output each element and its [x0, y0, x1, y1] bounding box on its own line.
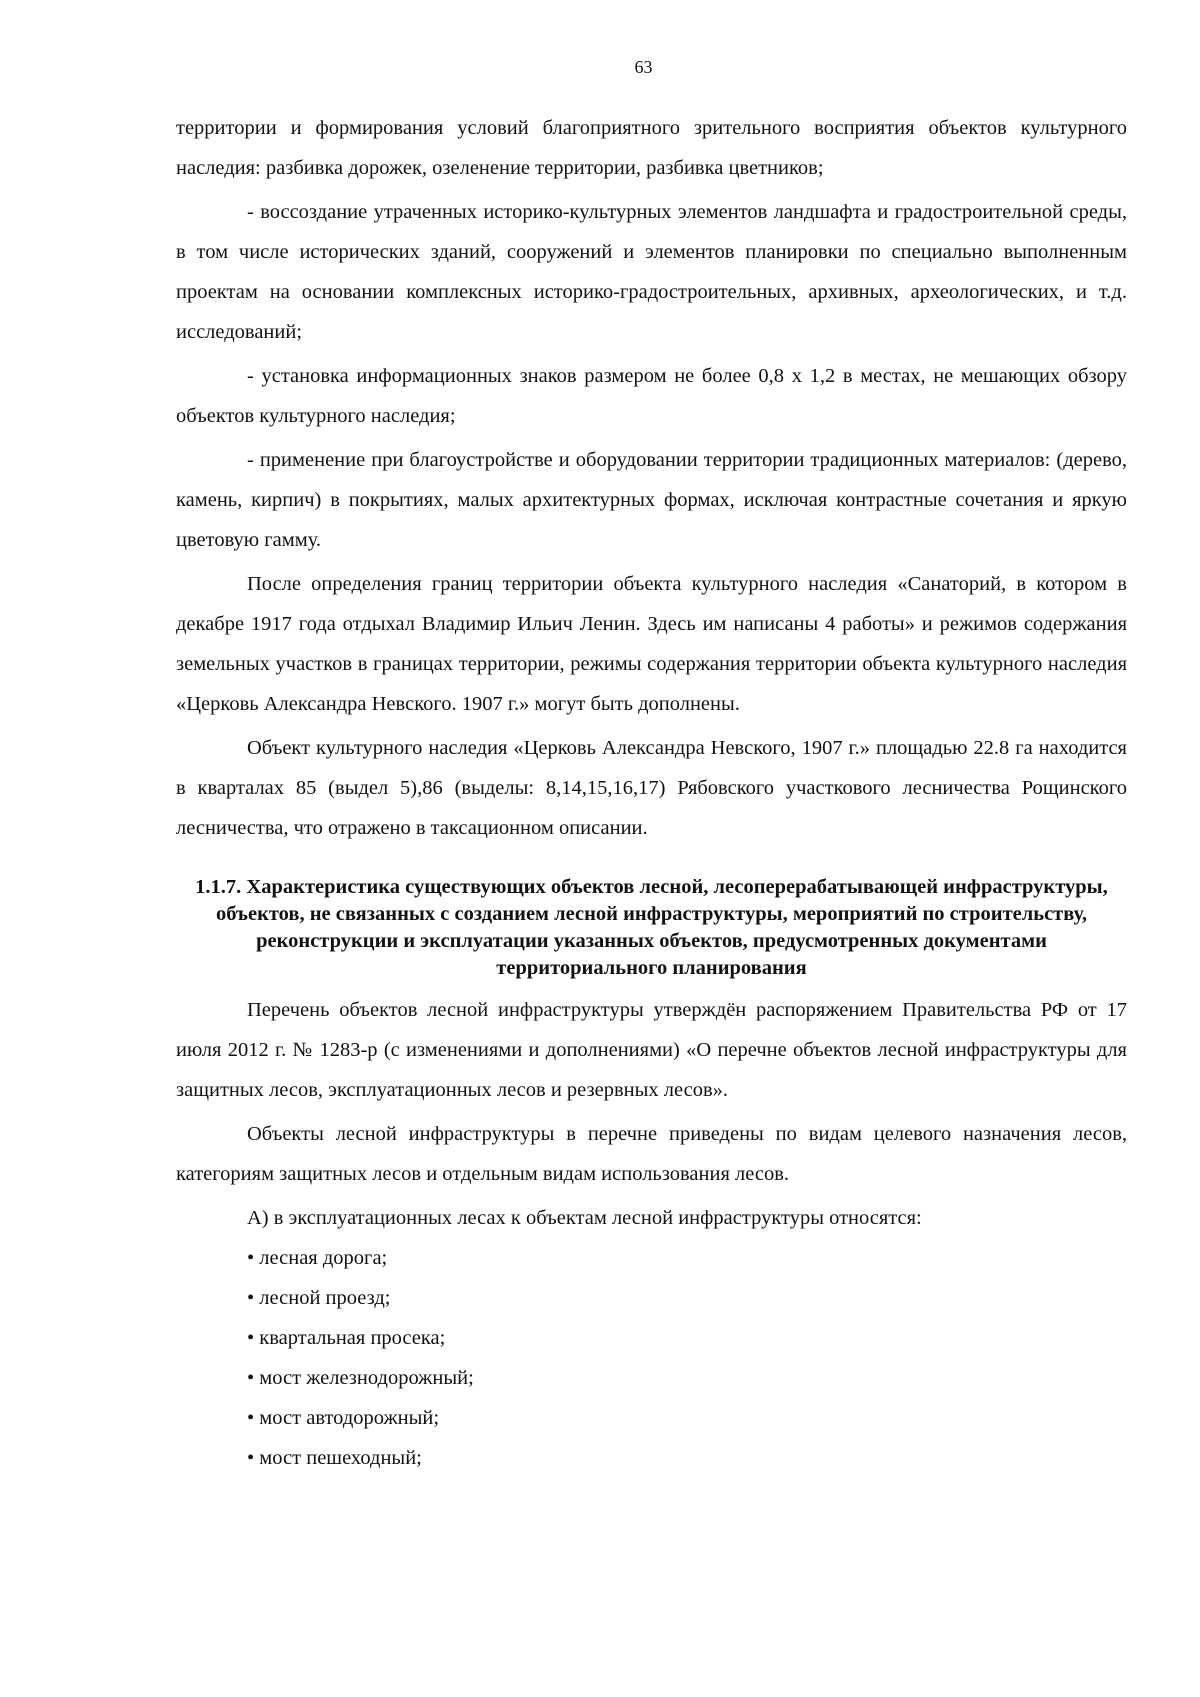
paragraph-continuation: территории и формирования условий благоприятного зрительного восприятия объектов культурного наследия: разбивка дорожек, озеленение территории, разбивка цветников;: [176, 117, 1127, 179]
bullet-list: [176, 1238, 1127, 1478]
list-item-pedestrian-bridge: • мост пешеходный;: [247, 1447, 422, 1469]
paragraph-church-object: Объект культурного наследия «Церковь Александра Невского, 1907 г.» площадью 22.8 га находится в кварталах 85 (выдел 5),86 (выделы: 8,14,15,16,17) Рябовского участкового лесничества Рощинского лесничества, что отражено в таксационном описании.: [176, 737, 1127, 839]
list-item-forest-passage: • лесной проезд;: [247, 1287, 391, 1309]
list-item-road-bridge: • мост автодорожный;: [247, 1407, 440, 1429]
list-item-railway-bridge: • мост железнодорожный;: [247, 1367, 474, 1389]
paragraph-sanatorium: После определения границ территории объекта культурного наследия «Санаторий, в котором в декабре 1917 года отдыхал Владимир Ильич Ленин. Здесь им написаны 4 работы» и режимов содержания земельных участков в границах территории, режимы содержания территории объекта культурного наследия «Церковь Александра Невского. 1907 г.» могут быть дополнены.: [176, 573, 1127, 715]
list-item-quarter-clearing: • квартальная просека;: [247, 1327, 446, 1349]
section-heading: 1.1.7. Характеристика существующих объектов лесной, лесоперерабатывающей инфраструктуры, объектов, не связанных с созданием лесной инфраструктуры, мероприятий по строительству, реконструкции и эксплуатации указанных объектов, предусмотренных документами территориального планирования: [195, 876, 1108, 979]
page-content: [176, 108, 1127, 1478]
paragraph-infrastructure-list: Перечень объектов лесной инфраструктуры утверждён распоряжением Правительства РФ от 17 июля 2012 г. № 1283-р (с изменениями и дополнениями) «О перечне объектов лесной инфраструктуры для защитных лесов, эксплуатационных лесов и резервных лесов».: [176, 999, 1127, 1101]
paragraph-exploitation-forests: А) в эксплуатационных лесах к объектам лесной инфраструктуры относятся:: [247, 1207, 922, 1229]
paragraph-info-signs: - установка информационных знаков размером не более 0,8 х 1,2 в местах, не мешающих обзору объектов культурного наследия;: [176, 365, 1127, 427]
list-item-forest-road: • лесная дорога;: [247, 1247, 388, 1269]
paragraph-recreation: - воссоздание утраченных историко-культурных элементов ландшафта и градостроительной среды, в том числе исторических зданий, сооружений и элементов планировки по специально выполненным проектам на основании комплексных историко-градостроительных, архивных, археологических, и т.д. исследований;: [176, 201, 1127, 343]
paragraph-infrastructure-types: Объекты лесной инфраструктуры в перечне приведены по видам целевого назначения лесов, категориям защитных лесов и отдельным видам использования лесов.: [176, 1123, 1127, 1185]
paragraph-materials: - применение при благоустройстве и оборудовании территории традиционных материалов: (дерево, камень, кирпич) в покрытиях, малых архитектурных формах, исключая контрастные сочетания и яркую цветовую гамму.: [176, 449, 1127, 551]
page-number: 63: [634, 57, 653, 77]
